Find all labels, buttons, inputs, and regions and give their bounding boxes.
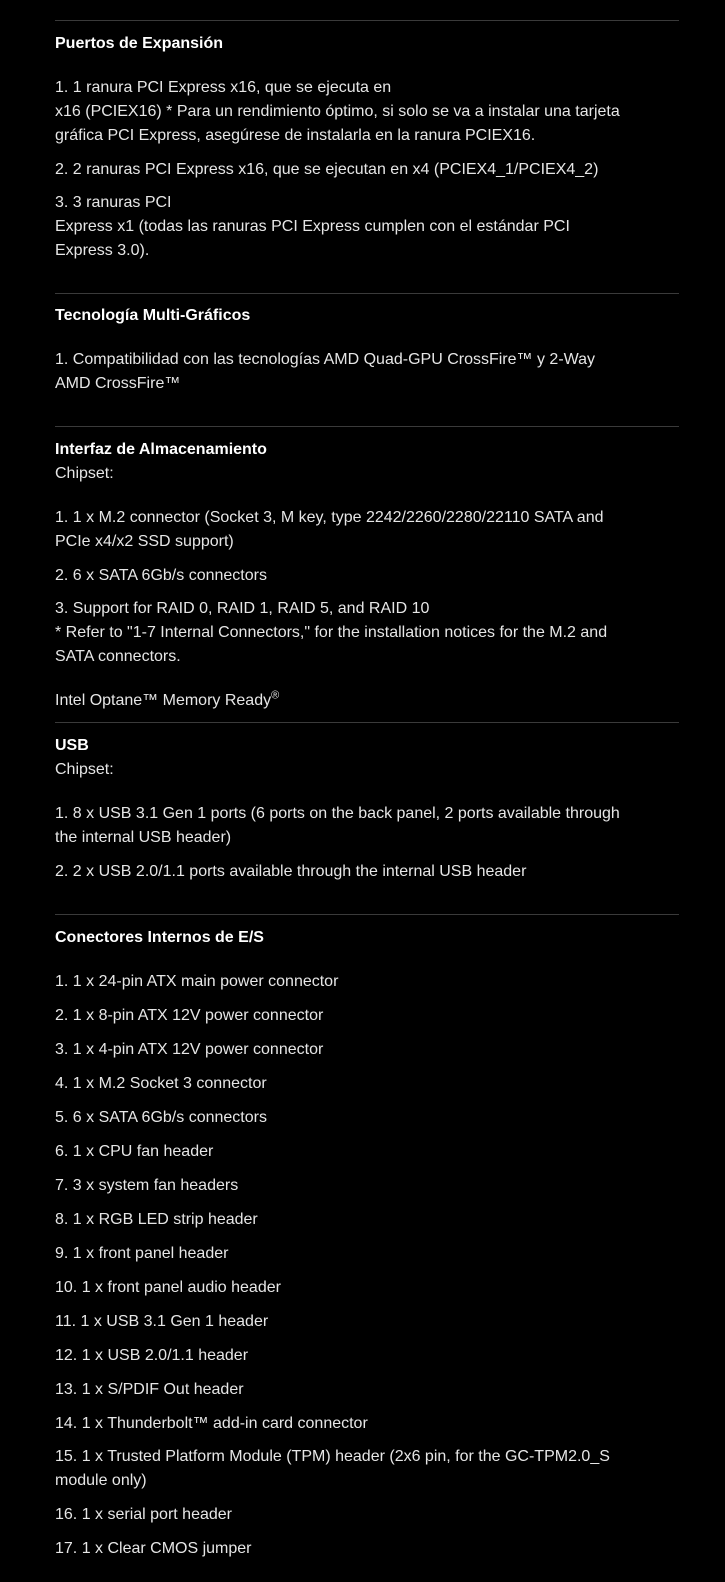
section-subtitle: Chipset: (55, 465, 114, 482)
list-item: 7. 3 x system fan headers (55, 1177, 239, 1194)
list-item: AMD CrossFire™ (55, 375, 181, 392)
list-item: 14. 1 x Thunderbolt™ add-in card connector (55, 1415, 368, 1432)
list-item: 5. 6 x SATA 6Gb/s connectors (55, 1109, 267, 1126)
section-divider (55, 293, 679, 294)
list-item: the internal USB header) (55, 829, 232, 846)
list-item: 15. 1 x Trusted Platform Module (TPM) header (2x6 pin, for the GC-TPM2.0_S (55, 1448, 610, 1465)
list-item: 3. 1 x 4-pin ATX 12V power connector (55, 1041, 324, 1058)
registered-mark: ® (271, 689, 280, 702)
list-item: 2. 1 x 8-pin ATX 12V power connector (55, 1007, 324, 1024)
list-item: 6. 1 x CPU fan header (55, 1143, 214, 1160)
list-item: Express 3.0). (55, 242, 150, 259)
section-title-expansion: Puertos de Expansión (55, 35, 224, 52)
list-item: module only) (55, 1472, 147, 1489)
list-item: x16 (PCIEX16) * Para un rendimiento óptimo, si solo se va a instalar una tarjeta (55, 103, 620, 120)
list-item: 13. 1 x S/PDIF Out header (55, 1381, 244, 1398)
list-item: gráfica PCI Express, asegúrese de instalarla en la ranura PCIEX16. (55, 127, 536, 144)
list-item: Express x1 (todas las ranuras PCI Express cumplen con el estándar PCI (55, 218, 570, 235)
section-title-multigpu: Tecnología Multi-Gráficos (55, 307, 251, 324)
optane-text: Intel Optane™ Memory Ready (55, 692, 272, 709)
section-divider (55, 722, 679, 723)
section-divider (55, 914, 679, 915)
list-item: 16. 1 x serial port header (55, 1506, 232, 1523)
section-divider (55, 20, 679, 21)
list-item: 8. 1 x RGB LED strip header (55, 1211, 258, 1228)
optane-note (55, 689, 679, 713)
list-item: 1. Compatibilidad con las tecnologías AMD Quad-GPU CrossFire™ y 2-Way (55, 351, 596, 368)
list-item: 12. 1 x USB 2.0/1.1 header (55, 1347, 249, 1364)
section-subtitle: Chipset: (55, 761, 114, 778)
list-item: 3. 3 ranuras PCI (55, 194, 172, 211)
list-item: 10. 1 x front panel audio header (55, 1279, 281, 1296)
section-title-usb: USB (55, 737, 89, 754)
list-item: PCIe x4/x2 SSD support) (55, 533, 234, 550)
list-item: 1. 1 ranura PCI Express x16, que se ejecuta en (55, 79, 392, 96)
section-title-internal: Conectores Internos de E/S (55, 929, 264, 946)
list-item: * Refer to "1-7 Internal Connectors," for the installation notices for the M.2 and (55, 624, 608, 641)
list-item: 1. 1 x M.2 connector (Socket 3, M key, type 2242/2260/2280/22110 SATA and (55, 509, 604, 526)
list-item: 9. 1 x front panel header (55, 1245, 229, 1262)
list-item: 11. 1 x USB 3.1 Gen 1 header (55, 1313, 269, 1330)
list-item: 1. 1 x 24-pin ATX main power connector (55, 973, 339, 990)
list-item: SATA connectors. (55, 648, 181, 665)
list-item: 2. 2 x USB 2.0/1.1 ports available through the internal USB header (55, 863, 527, 880)
list-item: 17. 1 x Clear CMOS jumper (55, 1540, 252, 1557)
list-item: 4. 1 x M.2 Socket 3 connector (55, 1075, 267, 1092)
list-item: 2. 2 ranuras PCI Express x16, que se ejecutan en x4 (PCIEX4_1/PCIEX4_2) (55, 161, 599, 178)
list-item: 3. Support for RAID 0, RAID 1, RAID 5, and RAID 10 (55, 600, 430, 617)
list-item: 2. 6 x SATA 6Gb/s connectors (55, 567, 267, 584)
section-title-storage: Interfaz de Almacenamiento (55, 441, 267, 458)
section-divider (55, 426, 679, 427)
list-item: 1. 8 x USB 3.1 Gen 1 ports (6 ports on the back panel, 2 ports available through (55, 805, 620, 822)
